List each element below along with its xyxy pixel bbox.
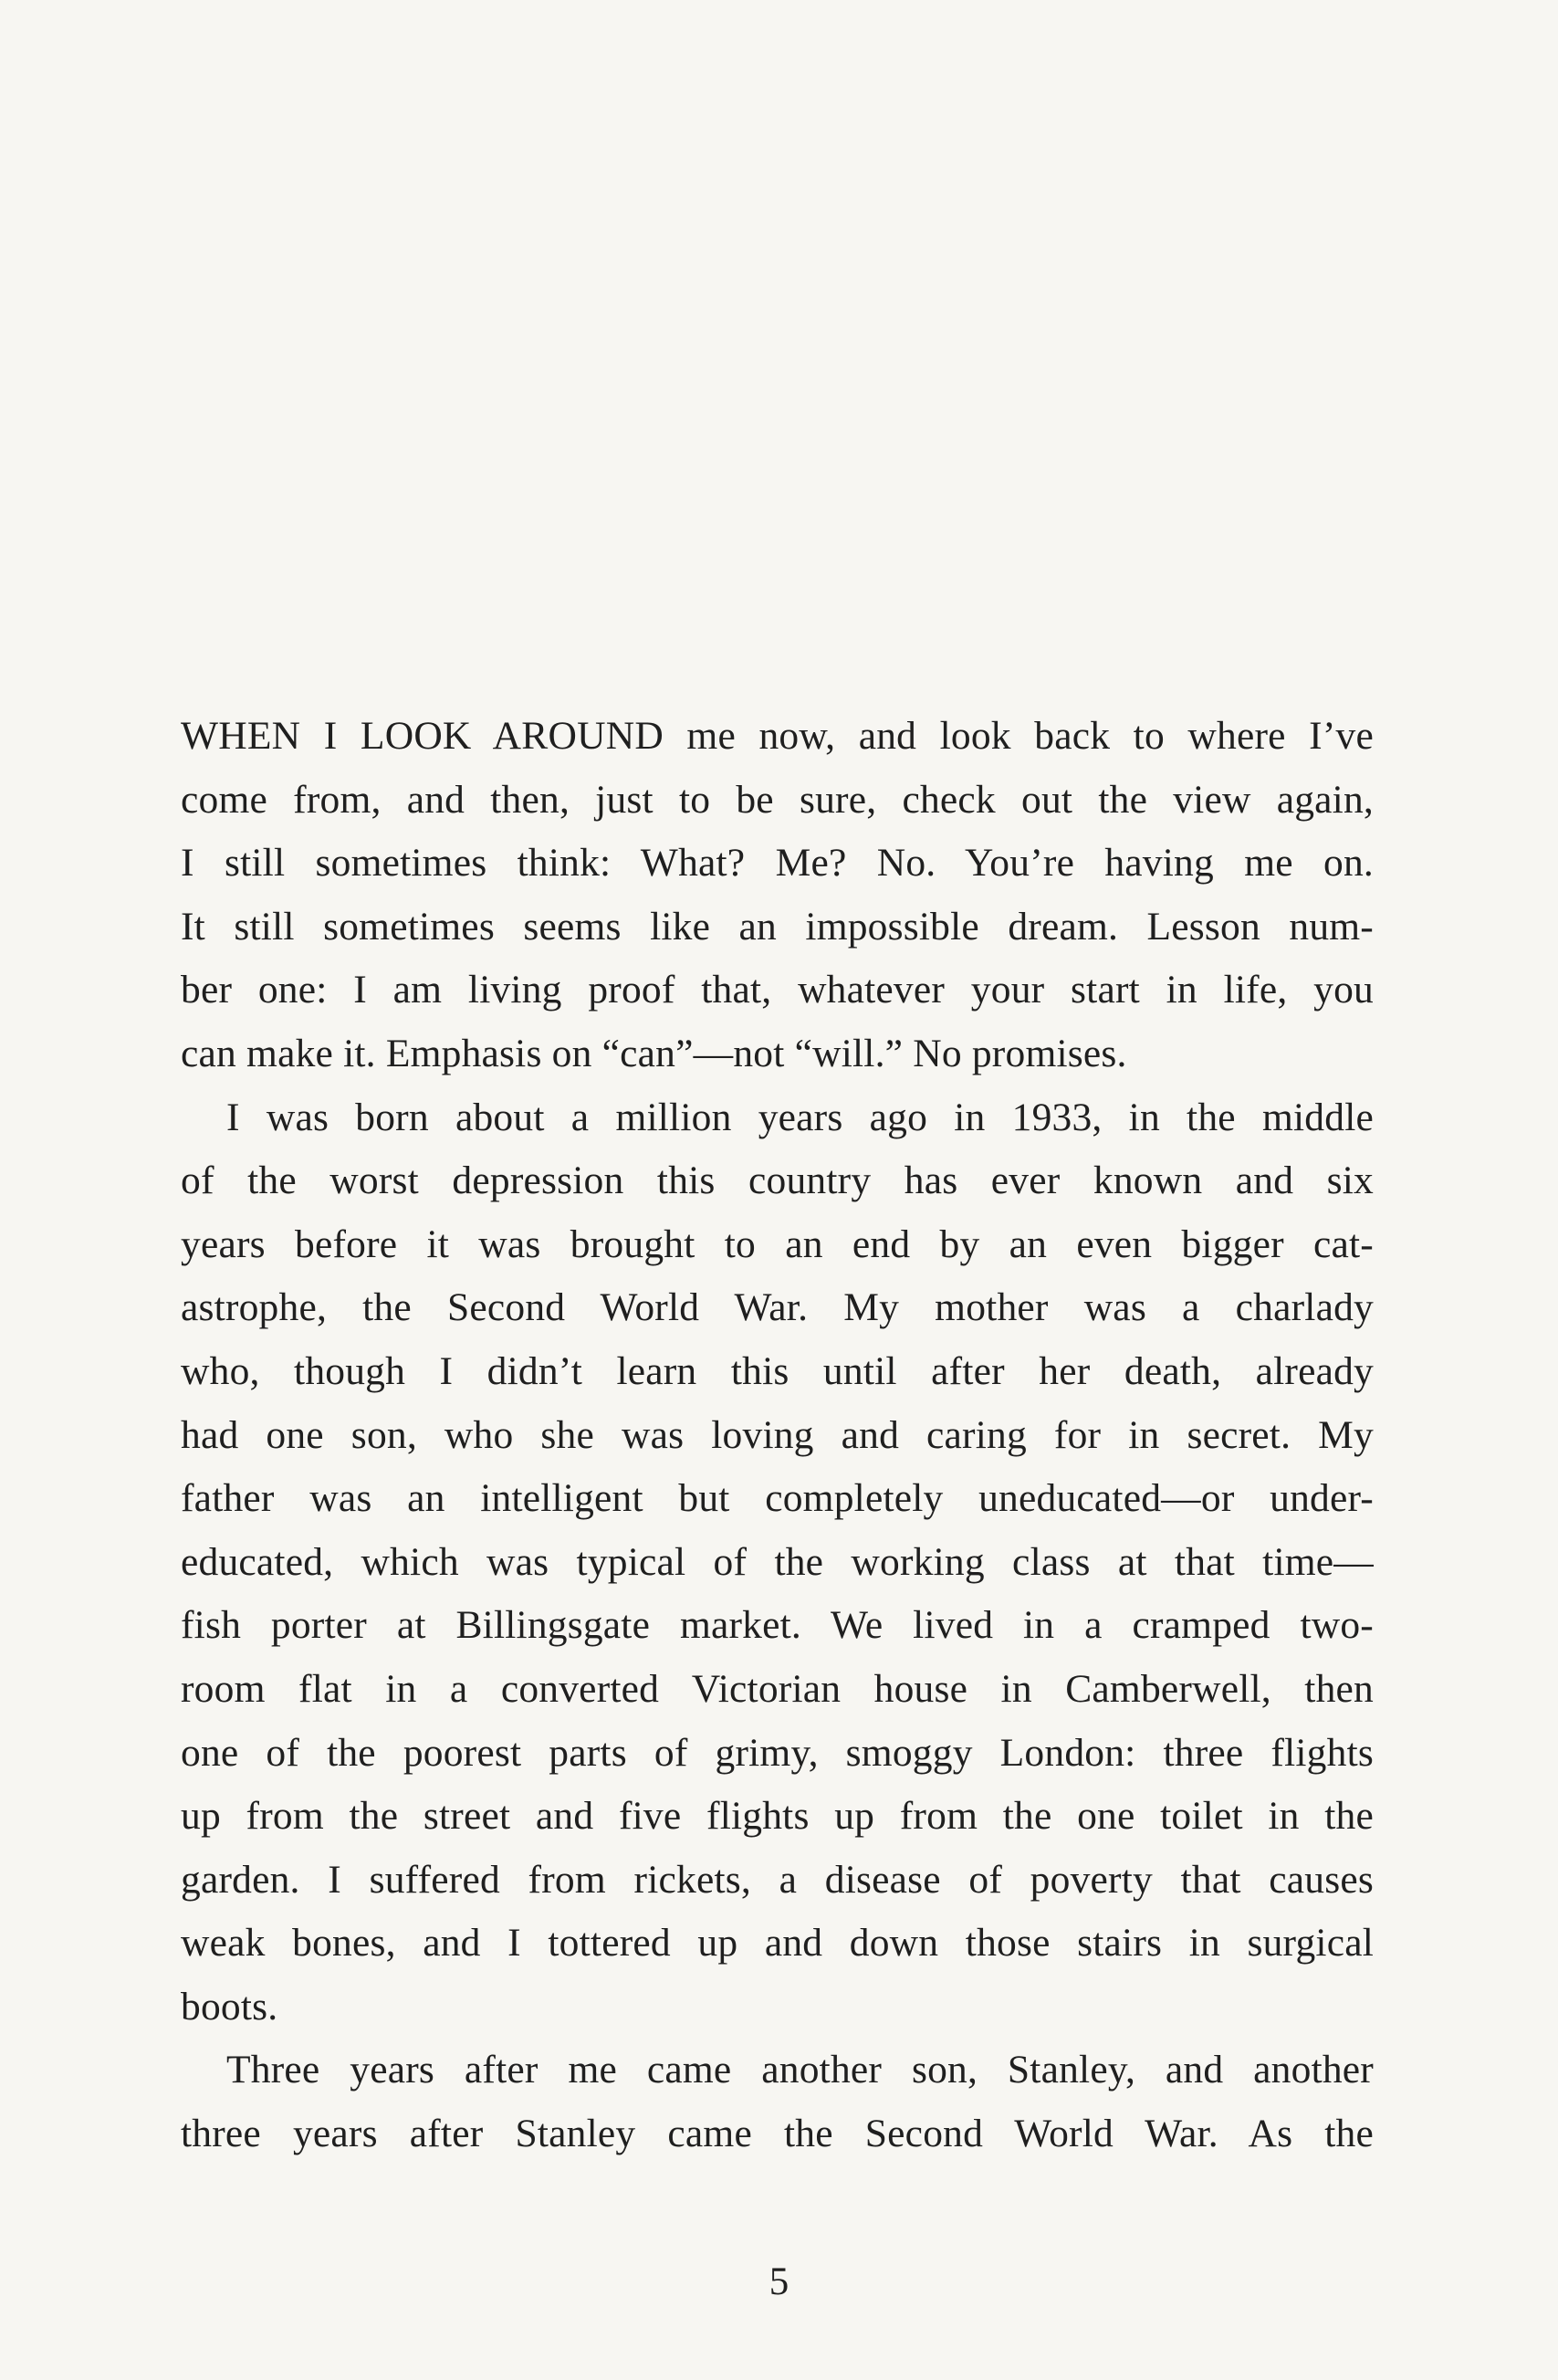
text-line: years before it was brought to an end by an even bigger cat- xyxy=(181,1221,1374,1266)
text-line: room flat in a converted Victorian house in Camberwell, then xyxy=(181,1666,1374,1711)
text-line: I was born about a million years ago in 1933, in the middle xyxy=(226,1095,1374,1139)
text-line: father was an intelligent but completely uneducated—or under- xyxy=(181,1476,1374,1521)
text-line: one of the poorest parts of grimy, smoggy London: three flights xyxy=(181,1730,1374,1775)
text-line: weak bones, and I tottered up and down those stairs in surgical xyxy=(181,1921,1374,1966)
text-line: fish porter at Billingsgate market. We lived in a cramped two- xyxy=(181,1603,1374,1648)
text-line: garden. I suffered from rickets, a disease of poverty that causes xyxy=(181,1857,1374,1902)
text-line: had one son, who she was loving and caring for in secret. My xyxy=(181,1412,1374,1457)
text-line: come from, and then, just to be sure, check out the view again, xyxy=(181,777,1374,822)
text-line: educated, which was typical of the working class at that time— xyxy=(181,1539,1374,1584)
text-line: up from the street and five flights up from the one toilet in the xyxy=(181,1794,1374,1839)
text-line: boots. xyxy=(181,1984,278,2029)
text-line: Three years after me came another son, Stanley, and another xyxy=(226,2048,1374,2092)
text-line: It still sometimes seems like an impossible dream. Lesson num- xyxy=(181,904,1374,949)
body-text xyxy=(181,705,1374,2166)
text-line: three years after Stanley came the Second World War. As the xyxy=(181,2112,1374,2156)
text-line: I still sometimes think: What? Me? No. You’re having me on. xyxy=(181,841,1374,886)
text-line: astrophe, the Second World War. My mother was a charlady xyxy=(181,1285,1374,1330)
text-line: of the worst depression this country has ever known and six xyxy=(181,1159,1374,1203)
text-line: ber one: I am living proof that, whatever your start in life, you xyxy=(181,968,1374,1012)
text-line: WHEN I LOOK AROUND me now, and look back to where I’ve xyxy=(181,714,1374,758)
page-number: 5 xyxy=(769,2260,789,2303)
text-line: who, though I didn’t learn this until after her death, already xyxy=(181,1348,1374,1393)
text-line: can make it. Emphasis on “can”—not “will.” No promises. xyxy=(181,1031,1127,1075)
